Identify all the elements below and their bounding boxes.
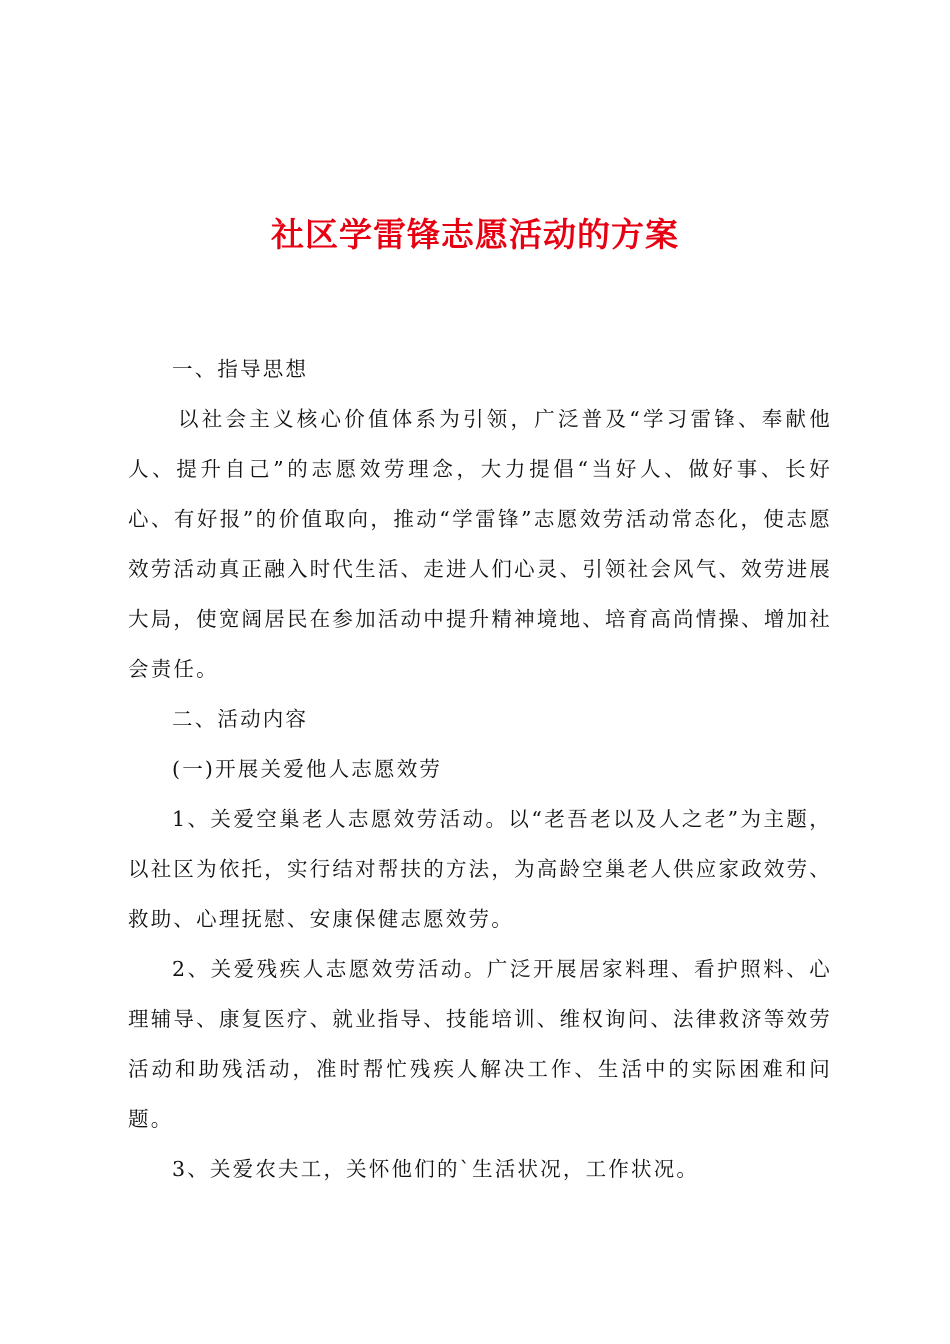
paragraph-guiding-ideology: 以社会主义核心价值体系为引领，广泛普及“学习雷锋、奉献他人、提升自己”的志愿效劳理念，大力提倡“当好人、做好事、长好心、有好报”的价值取向，推动“学雷锋”志愿效劳活动常态化，使志愿效劳活动真正融入时代生活、走进人们心灵、引领社会风气、效劳进展大局，使宽阔居民在参加活动中提升精神境地、培育高尚情操、增加社会责任。 [128,407,832,681]
document-title: 社区学雷锋志愿活动的方案 [271,215,679,254]
section-heading-activity-content: 二、活动内容 [172,707,309,731]
paragraph-item-2: 2、关爱残疾人志愿效劳活动。广泛开展居家料理、看护照料、心理辅导、康复医疗、就业指导、技能培训、维权询问、法律救济等效劳活动和助残活动，准时帮忙残疾人解决工作、生活中的实际困难和问题。 [128,957,832,1131]
subheading-care-for-others: (一)开展关爱他人志愿效劳 [172,757,443,781]
paragraph-item-3: 3、关爱农夫工，关怀他们的`生活状况，工作状况。 [172,1157,700,1181]
paragraph-item-1: 1、关爱空巢老人志愿效劳活动。以“老吾老以及人之老”为主题，以社区为依托，实行结对帮扶的方法，为高龄空巢老人供应家政效劳、救助、心理抚慰、安康保健志愿效劳。 [128,807,832,931]
section-heading-guiding-ideology: 一、指导思想 [172,357,309,381]
document-body [128,344,832,1194]
